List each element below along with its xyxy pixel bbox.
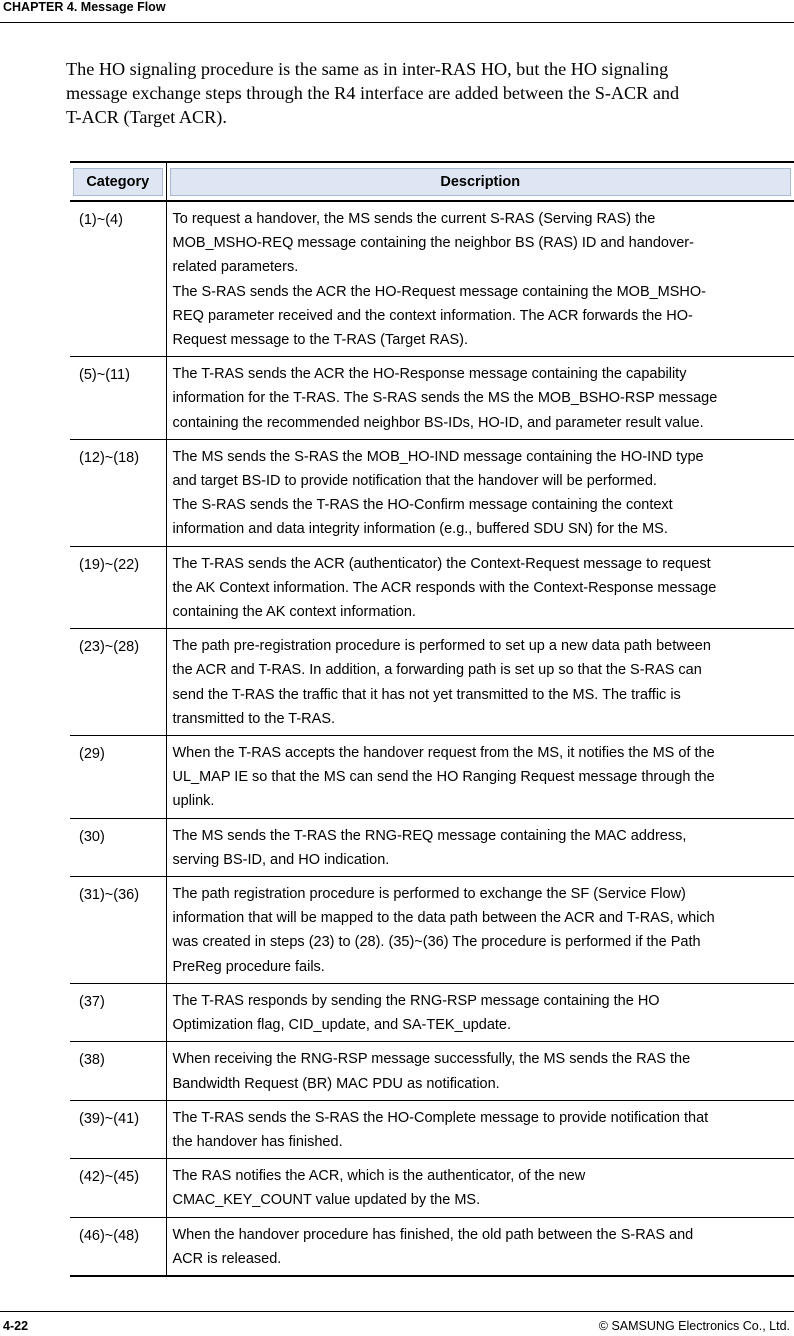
- table-row: [70, 983, 794, 1041]
- description-line: MOB_MSHO-REQ message containing the neighbor BS (RAS) ID and handover-: [172, 235, 694, 252]
- description-line: The path pre-registration procedure is performed to set up a new data path between: [172, 638, 711, 655]
- description-line: When the handover procedure has finished, the old path between the S-RAS and: [172, 1226, 694, 1243]
- description-line: was created in steps (23) to (28). (35)~(36) The procedure is performed if the Path: [172, 934, 701, 951]
- description-line: REQ parameter received and the context information. The ACR forwards the HO-: [172, 307, 693, 324]
- row-description: [166, 357, 794, 440]
- table-row: [70, 439, 794, 546]
- page-number: 4-22: [3, 1319, 29, 1333]
- description-line: containing the recommended neighbor BS-IDs, HO-ID, and parameter result value.: [172, 414, 704, 431]
- category-header: Category: [70, 162, 166, 201]
- table-row: [70, 1217, 794, 1276]
- description-line: The MS sends the S-RAS the MOB_HO-IND message containing the HO-IND type: [172, 448, 704, 465]
- description-line: Bandwidth Request (BR) MAC PDU as notification.: [172, 1075, 500, 1092]
- description-line: PreReg procedure fails.: [172, 958, 325, 975]
- description-line: Request message to the T-RAS (Target RAS).: [172, 332, 469, 349]
- description-line: The T-RAS sends the S-RAS the HO-Complete message to provide notification that: [172, 1109, 709, 1126]
- row-category: (39)~(41): [70, 1100, 166, 1158]
- row-category: (42)~(45): [70, 1159, 166, 1217]
- description-line: The RAS notifies the ACR, which is the authenticator, of the new: [172, 1168, 586, 1185]
- row-category: (31)~(36): [70, 877, 166, 984]
- description-line: information that will be mapped to the data path between the ACR and T-RAS, which: [172, 910, 715, 927]
- description-line: information and data integrity information (e.g., buffered SDU SN) for the MS.: [172, 521, 668, 538]
- row-description: [166, 439, 794, 546]
- row-description: [166, 1159, 794, 1217]
- row-description: [166, 629, 794, 736]
- description-line: uplink.: [172, 793, 215, 810]
- row-description: [166, 877, 794, 984]
- chapter-header: CHAPTER 4. Message Flow: [3, 0, 166, 14]
- description-line: related parameters.: [172, 259, 299, 276]
- description-line: When receiving the RNG-RSP message successfully, the MS sends the RAS the: [172, 1051, 691, 1068]
- table-row: [70, 1042, 794, 1100]
- row-description: [166, 546, 794, 629]
- description-line: containing the AK context information.: [172, 604, 416, 621]
- message-flow-table: [70, 161, 794, 1277]
- description-line: When the T-RAS accepts the handover request from the MS, it notifies the MS of the: [172, 745, 715, 762]
- description-line: information for the T-RAS. The S-RAS sends the MS the MOB_BSHO-RSP message: [172, 390, 718, 407]
- row-description: [166, 818, 794, 876]
- description-line: Optimization flag, CID_update, and SA-TEK_update.: [172, 1017, 512, 1034]
- row-category: (12)~(18): [70, 439, 166, 546]
- row-category: (5)~(11): [70, 357, 166, 440]
- row-category: (23)~(28): [70, 629, 166, 736]
- intro-line: The HO signaling procedure is the same as in inter-RAS HO, but the HO signaling: [66, 59, 669, 79]
- description-line: serving BS-ID, and HO indication.: [172, 851, 390, 868]
- table-row: [70, 877, 794, 984]
- description-line: CMAC_KEY_COUNT value updated by the MS.: [172, 1192, 481, 1209]
- description-line: The T-RAS responds by sending the RNG-RSP message containing the HO: [172, 992, 660, 1009]
- row-category: (1)~(4): [70, 201, 166, 357]
- description-line: the handover has finished.: [172, 1133, 343, 1150]
- table-row: [70, 1159, 794, 1217]
- table-row: [70, 818, 794, 876]
- description-line: The T-RAS sends the ACR the HO-Response message containing the capability: [172, 366, 687, 383]
- description-line: The MS sends the T-RAS the RNG-REQ message containing the MAC address,: [172, 827, 687, 844]
- description-line: send the T-RAS the traffic that it has not yet transmitted to the MS. The traffic is: [172, 686, 681, 703]
- table-row: [70, 1100, 794, 1158]
- row-description: [166, 983, 794, 1041]
- description-line: The T-RAS sends the ACR (authenticator) the Context-Request message to request: [172, 555, 711, 572]
- row-description: [166, 1217, 794, 1276]
- table-row: [70, 736, 794, 819]
- header-rule: [0, 22, 794, 23]
- description-line: To request a handover, the MS sends the current S-RAS (Serving RAS) the: [172, 211, 656, 227]
- description-line: UL_MAP IE so that the MS can send the HO Ranging Request message through the: [172, 769, 715, 786]
- description-header: Description: [166, 162, 794, 201]
- table-row: [70, 546, 794, 629]
- description-line: and target BS-ID to provide notification that the handover will be performed.: [172, 473, 657, 490]
- footer-rule: [0, 1311, 794, 1312]
- intro-line: T-ACR (Target ACR).: [66, 107, 227, 127]
- intro-paragraph: [66, 57, 756, 129]
- table-row: [70, 357, 794, 440]
- table-header-row: [70, 162, 794, 201]
- description-line: the ACR and T-RAS. In addition, a forwarding path is set up so that the S-RAS can: [172, 662, 702, 679]
- description-line: The S-RAS sends the T-RAS the HO-Confirm message containing the context: [172, 497, 673, 514]
- description-line: transmitted to the T-RAS.: [172, 710, 336, 727]
- table-row: [70, 201, 794, 357]
- row-category: (30): [70, 818, 166, 876]
- description-line: ACR is released.: [172, 1250, 282, 1267]
- row-category: (29): [70, 736, 166, 819]
- intro-line: message exchange steps through the R4 interface are added between the S-ACR and: [66, 83, 680, 103]
- copyright: © SAMSUNG Electronics Co., Ltd.: [598, 1319, 790, 1333]
- row-description: [166, 1100, 794, 1158]
- row-description: [166, 201, 794, 357]
- row-description: [166, 1042, 794, 1100]
- description-line: The S-RAS sends the ACR the HO-Request message containing the MOB_MSHO-: [172, 283, 707, 300]
- row-category: (38): [70, 1042, 166, 1100]
- description-line: The path registration procedure is performed to exchange the SF (Service Flow): [172, 886, 686, 903]
- row-category: (19)~(22): [70, 546, 166, 629]
- row-category: (37): [70, 983, 166, 1041]
- row-description: [166, 736, 794, 819]
- table-row: [70, 629, 794, 736]
- description-line: the AK Context information. The ACR responds with the Context-Response message: [172, 579, 717, 596]
- row-category: (46)~(48): [70, 1217, 166, 1276]
